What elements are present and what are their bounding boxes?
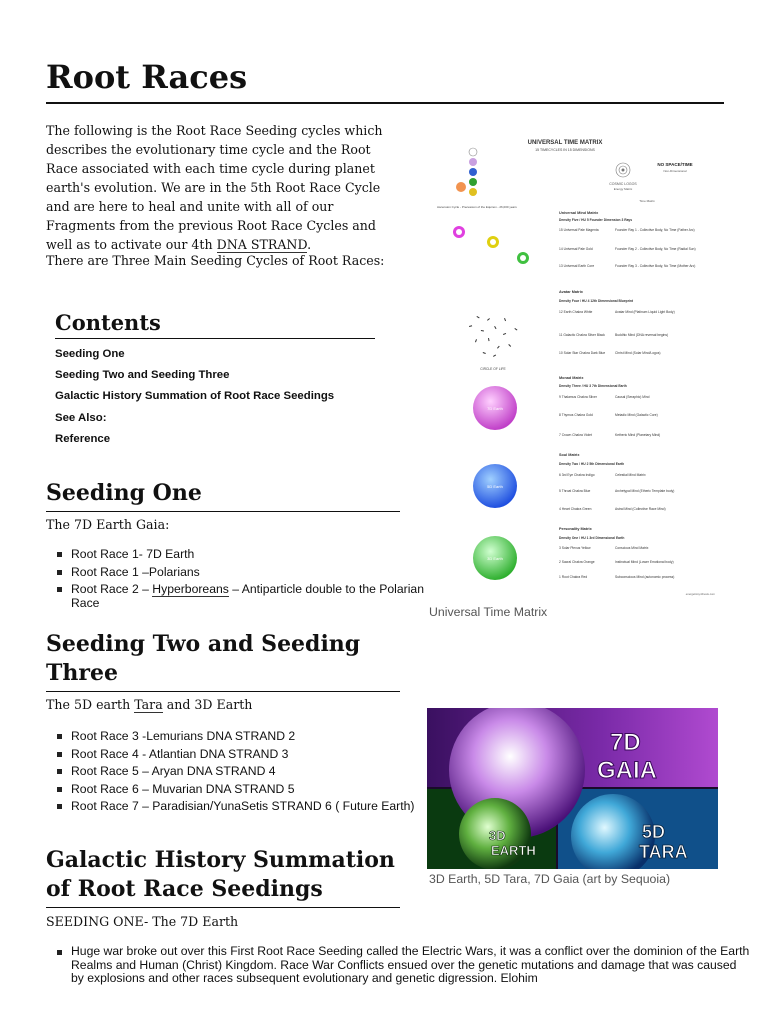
section-title: Universal Mind Matrix [559, 211, 599, 215]
gaia-label-7d: 7D [610, 729, 641, 756]
section-density: Density Two / HU 2 5th Dimensional Earth [559, 462, 625, 466]
section-row-label: 7 Crown Chakra Violet [559, 433, 592, 437]
section-row-label: 4 Heart Chakra Green [559, 507, 592, 511]
section-row-text: Christ Mind (Solar Mind/Logos) [615, 351, 661, 355]
section-row-text: Causal (Seraphic) Mind [615, 395, 650, 399]
seeding-one-heading: Seeding One [46, 479, 400, 512]
seeding-one-intro: The 7D Earth Gaia: [46, 517, 170, 532]
section-row-label: 9 Thalamus Chakra Silver [559, 395, 597, 399]
cosmic-logos-label: COSMIC LOGOS [609, 182, 637, 186]
seeding-two-intro-text: The 5D earth [46, 697, 135, 712]
time-matrix-label: Time Matrix [639, 199, 655, 203]
orb-7d-label: 7D Earth [487, 406, 503, 411]
intro-paragraph [46, 121, 400, 254]
gaia-label-earth: EARTH [491, 843, 536, 858]
intro-seeding-cycles: There are Three Main Seeding Cycles of Root Races: [46, 253, 385, 268]
orb-3d-label: 3D Earth [487, 556, 503, 561]
toc-item-see-also[interactable]: See Also: [55, 411, 107, 424]
section-row-text: Founder Ray 2 - Collective Body, No Time (Radial Sun) [615, 247, 696, 251]
section-row-label: 10 Solar Star Chakra Dark Blue [559, 351, 606, 355]
contents-heading: Contents [55, 310, 375, 339]
list-item [71, 582, 431, 610]
list-item: Root Race 5 – Aryan DNA STRAND 4 [71, 764, 431, 778]
galactic-subheading: SEEDING ONE- The 7D Earth [46, 914, 239, 929]
dna-strand-link[interactable]: DNA STRAND [216, 237, 308, 252]
intro-text: The following is the Root Race Seeding cycles which describes the evolutionary time cycle and the Root Race associated with each time cycle during planet earth's evolution. We are in the 5th Root Race Cycle and are here to heal and unite with all of our Fragments from the previous Root Race Cycles and well as to activate our 4th [46, 123, 383, 252]
page-title: Root Races [46, 58, 724, 104]
section-row-label: 15 Universal Pale Magenta [559, 228, 599, 232]
universal-time-matrix-image [425, 130, 723, 600]
section-title: Personality Matrix [559, 527, 592, 531]
section-title: Avatar Matrix [559, 290, 583, 294]
galactic-list [46, 945, 751, 986]
section-title: Soul Matrix [559, 453, 580, 457]
non-dimensional-label: Non-Dimensional [663, 169, 687, 173]
seeding-one-list [46, 547, 431, 614]
gaia-art-image [427, 708, 718, 869]
circle-of-life-label: CIRCLE OF LIFE [480, 367, 506, 371]
section-density: Density One / HU 1 3rd Dimensional Earth [559, 536, 625, 540]
section-row-text: Founder Ray 1 - Collective Body, No Time (Father Arc) [615, 228, 695, 232]
list-item-text: Root Race 2 – [71, 582, 153, 596]
section-row-label: 1 Root Chakra Red [559, 575, 588, 579]
list-item: Huge war broke out over this First Root Race Seeding called the Electric Wars, it was a conflict over the dominion of the Earth Realms and Human (Christ) Kingdom. Race War Conflicts ensued over the genetic mutations and damage that was caused by explosions and other races subsequent evolutionary and genetic digression. Elohim [71, 944, 750, 985]
seeding-two-intro-end: and 3D Earth [162, 697, 253, 712]
section-row-label: 12 Earth Chakra White [559, 310, 593, 314]
matrix-footer: energeticsynthesis.com [685, 592, 715, 596]
seeding-two-heading: Seeding Two and Seeding Three [46, 630, 400, 692]
galactic-history-heading: Galactic History Summation of Root Race Seedings [46, 846, 400, 908]
section-row-text: Ketheric Mind (Planetary Mind) [615, 433, 661, 437]
list-item: Root Race 7 – Paradisian/YunaSetis STRAND 6 ( Future Earth) [71, 799, 431, 813]
list-item: Root Race 4 - Atlantian DNA STRAND 3 [71, 747, 431, 761]
section-row-label: 13 Universal Earth Core [559, 264, 595, 268]
toc-item-seeding-two-three[interactable]: Seeding Two and Seeding Three [55, 369, 230, 382]
section-row-text: Buddhic Mind (DNA reversal begins) [615, 333, 669, 337]
no-space-time-label: NO SPACE/TIME [657, 162, 693, 167]
section-row-label: 8 Thymus Chakra Gold [559, 413, 593, 417]
gaia-label-gaia: GAIA [597, 757, 657, 784]
section-row-label: 11 Galactic Chakra Silver Black [559, 333, 605, 337]
section-row-label: 14 Universal Pale Gold [559, 247, 593, 251]
section-row-text: Celestial Mind Matrix [615, 473, 646, 477]
gaia-label-5d: 5D [642, 822, 666, 842]
section-row-text: Archetypal Mind (Etheric Template body) [615, 489, 675, 493]
contents-list [55, 347, 375, 453]
list-item: Root Race 1 –Polarians [71, 565, 431, 579]
section-row-text: Instinctual Mind (Lower Emotional body) [615, 560, 674, 564]
section-row-label: 3 Solar Plexus Yellow [559, 546, 591, 550]
list-item-text: – Antiparticle double to the Polarian Race [71, 582, 424, 610]
gaia-art [427, 708, 718, 869]
section-row-text: Founder Ray 3 - Collective Body, No Time (Mother Arc) [615, 264, 696, 268]
section-row-label: 2 Sacral Chakra Orange [559, 560, 595, 564]
seeding-two-list [46, 729, 431, 817]
section-row-text: Avatar Mind (Platinum Liquid Light Body) [615, 310, 675, 314]
section-row-label: 5 Throat Chakra Blue [559, 489, 591, 493]
matrix-caption: Universal Time Matrix [429, 605, 548, 619]
table-of-contents [55, 310, 375, 453]
section-density: Density Three / HU 3 7th Dimensional Earth [559, 384, 627, 388]
section-density: Density Four / HU 4 12th Dimensional Blueprint [559, 299, 634, 303]
list-item: Root Race 1- 7D Earth [71, 547, 431, 561]
gaia-caption: 3D Earth, 5D Tara, 7D Gaia (art by Sequoia) [429, 872, 671, 886]
section-density: Density Five / HU 5 Founder Dimension 3 Rays [559, 218, 633, 222]
matrix-precession: Ascension Cycle - Precession of the Equinox - 26,000 years [437, 205, 517, 209]
hyperboreans-link[interactable]: Hyperboreans [152, 582, 229, 596]
matrix-title: UNIVERSAL TIME MATRIX [527, 140, 603, 146]
list-item: Root Race 6 – Muvarian DNA STRAND 5 [71, 782, 431, 796]
section-row-text: Subconscious Mind (autonomic process) [615, 575, 675, 579]
section-row-text: Astral Mind (Collective Race Mind) [615, 507, 666, 511]
toc-item-galactic-history[interactable]: Galactic History Summation of Root Race Seedings [55, 390, 335, 403]
time-matrix-diagram [425, 130, 723, 600]
toc-item-seeding-one[interactable]: Seeding One [55, 348, 125, 360]
section-row-text: Conscious Mind Matrix [615, 546, 649, 550]
orb-5d-label: 5D Earth [487, 484, 503, 489]
section-title: Monad Matrix [559, 376, 584, 380]
list-item: Root Race 3 -Lemurians DNA STRAND 2 [71, 729, 431, 743]
energy-matrix-label: Energy Matrix [613, 187, 633, 191]
section-row-text: Metadic Mind (Galactic Core) [615, 413, 658, 417]
gaia-label-3d: 3D [489, 828, 506, 843]
matrix-subtitle: 15 TIMECYCLES IN 15 DIMENSIONS [535, 148, 595, 152]
intro-text-end: . [307, 237, 312, 252]
toc-item-reference[interactable]: Reference [55, 432, 111, 445]
tara-link[interactable]: Tara [134, 697, 163, 712]
gaia-label-tara: TARA [639, 842, 688, 862]
section-row-label: 6 3rd Eye Chakra Indigo [559, 473, 595, 477]
seeding-two-intro [46, 696, 406, 714]
